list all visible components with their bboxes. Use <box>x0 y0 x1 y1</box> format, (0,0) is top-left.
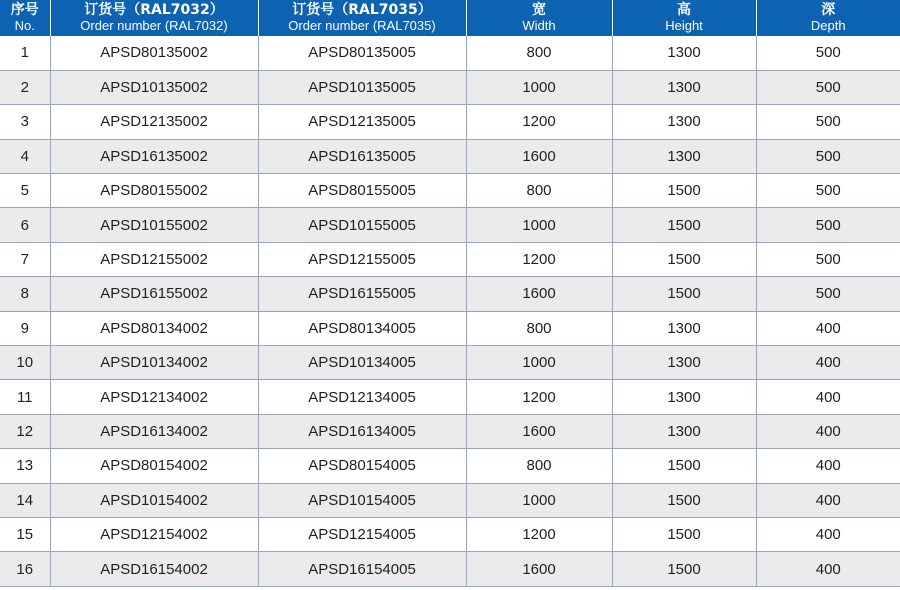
cell-height: 1300 <box>612 311 756 345</box>
header-no <box>0 0 50 36</box>
table-row <box>0 311 900 345</box>
table-row <box>0 105 900 139</box>
header-width-en: Width <box>522 18 556 33</box>
cell-height: 1500 <box>612 483 756 517</box>
cell-no: 11 <box>0 380 50 414</box>
cell-no: 5 <box>0 174 50 208</box>
cell-width: 800 <box>466 311 612 345</box>
cell-order-ral7035: APSD16134005 <box>258 414 466 448</box>
cell-no: 6 <box>0 208 50 242</box>
cell-order-ral7032: APSD10154002 <box>50 483 258 517</box>
table-row <box>0 36 900 70</box>
cell-width: 1000 <box>466 483 612 517</box>
cell-no: 16 <box>0 552 50 586</box>
cell-order-ral7032: APSD80155002 <box>50 174 258 208</box>
cell-order-ral7032: APSD16154002 <box>50 552 258 586</box>
cell-width: 1600 <box>466 277 612 311</box>
table-row <box>0 70 900 104</box>
table-header <box>0 0 900 36</box>
cell-depth: 500 <box>756 208 900 242</box>
cell-depth: 500 <box>756 277 900 311</box>
table-row <box>0 139 900 173</box>
header-height <box>612 0 756 36</box>
cell-no: 12 <box>0 414 50 448</box>
table-row <box>0 517 900 551</box>
cell-width: 1600 <box>466 552 612 586</box>
header-order-ral7035-en: Order number (RAL7035) <box>288 18 436 33</box>
cell-depth: 400 <box>756 552 900 586</box>
cell-order-ral7032: APSD12154002 <box>50 517 258 551</box>
cell-height: 1500 <box>612 208 756 242</box>
cell-no: 14 <box>0 483 50 517</box>
header-no-en: No. <box>14 18 35 33</box>
cell-order-ral7035: APSD10135005 <box>258 70 466 104</box>
cell-depth: 500 <box>756 242 900 276</box>
cell-height: 1500 <box>612 517 756 551</box>
cell-width: 800 <box>466 174 612 208</box>
cell-order-ral7035: APSD10154005 <box>258 483 466 517</box>
cell-order-ral7032: APSD16134002 <box>50 414 258 448</box>
table-row <box>0 552 900 586</box>
cell-order-ral7035: APSD16154005 <box>258 552 466 586</box>
cell-order-ral7032: APSD16155002 <box>50 277 258 311</box>
cell-depth: 400 <box>756 483 900 517</box>
cell-height: 1300 <box>612 139 756 173</box>
cell-no: 9 <box>0 311 50 345</box>
table-row <box>0 242 900 276</box>
cell-width: 1200 <box>466 242 612 276</box>
cell-depth: 500 <box>756 139 900 173</box>
cell-depth: 500 <box>756 70 900 104</box>
cell-order-ral7035: APSD10134005 <box>258 346 466 380</box>
cell-height: 1500 <box>612 277 756 311</box>
cell-width: 1000 <box>466 70 612 104</box>
cell-height: 1500 <box>612 174 756 208</box>
header-width <box>466 0 612 36</box>
table-row <box>0 174 900 208</box>
cell-depth: 500 <box>756 174 900 208</box>
cell-order-ral7035: APSD80135005 <box>258 36 466 70</box>
header-row <box>0 0 900 36</box>
cell-height: 1300 <box>612 380 756 414</box>
cell-depth: 400 <box>756 449 900 483</box>
cell-depth: 400 <box>756 346 900 380</box>
table-row <box>0 208 900 242</box>
cell-height: 1300 <box>612 414 756 448</box>
cell-depth: 500 <box>756 36 900 70</box>
cell-order-ral7035: APSD80134005 <box>258 311 466 345</box>
cell-width: 1000 <box>466 208 612 242</box>
cell-no: 13 <box>0 449 50 483</box>
cell-height: 1300 <box>612 70 756 104</box>
header-order-ral7035-zh: 订货号（RAL7035） <box>292 2 432 18</box>
cell-height: 1300 <box>612 36 756 70</box>
cell-width: 1600 <box>466 139 612 173</box>
cell-order-ral7035: APSD10155005 <box>258 208 466 242</box>
cell-order-ral7035: APSD16135005 <box>258 139 466 173</box>
cell-order-ral7032: APSD12134002 <box>50 380 258 414</box>
header-width-zh: 宽 <box>532 2 546 18</box>
cell-depth: 400 <box>756 414 900 448</box>
cell-no: 3 <box>0 105 50 139</box>
header-order-ral7032 <box>50 0 258 36</box>
header-order-ral7032-zh: 订货号（RAL7032） <box>84 2 224 18</box>
cell-width: 1600 <box>466 414 612 448</box>
cell-order-ral7035: APSD80155005 <box>258 174 466 208</box>
cell-order-ral7032: APSD12155002 <box>50 242 258 276</box>
cell-order-ral7032: APSD80134002 <box>50 311 258 345</box>
cell-width: 800 <box>466 36 612 70</box>
table-row <box>0 414 900 448</box>
header-order-ral7032-en: Order number (RAL7032) <box>80 18 228 33</box>
cell-depth: 500 <box>756 105 900 139</box>
header-height-zh: 高 <box>677 2 691 18</box>
cell-no: 10 <box>0 346 50 380</box>
cell-width: 1000 <box>466 346 612 380</box>
cell-height: 1500 <box>612 552 756 586</box>
cell-no: 1 <box>0 36 50 70</box>
header-height-en: Height <box>665 18 703 33</box>
header-no-zh: 序号 <box>10 2 39 18</box>
table-body <box>0 36 900 586</box>
table-row <box>0 483 900 517</box>
cell-order-ral7035: APSD16155005 <box>258 277 466 311</box>
cell-no: 2 <box>0 70 50 104</box>
cell-order-ral7035: APSD12134005 <box>258 380 466 414</box>
table-row <box>0 346 900 380</box>
cell-no: 15 <box>0 517 50 551</box>
cell-order-ral7035: APSD12155005 <box>258 242 466 276</box>
cell-width: 800 <box>466 449 612 483</box>
table-row <box>0 449 900 483</box>
cell-width: 1200 <box>466 105 612 139</box>
header-depth-zh: 深 <box>821 2 836 18</box>
cell-no: 8 <box>0 277 50 311</box>
cell-no: 4 <box>0 139 50 173</box>
cell-height: 1300 <box>612 346 756 380</box>
cell-order-ral7032: APSD12135002 <box>50 105 258 139</box>
table-row <box>0 277 900 311</box>
cell-order-ral7032: APSD10155002 <box>50 208 258 242</box>
cell-order-ral7032: APSD10135002 <box>50 70 258 104</box>
cell-order-ral7035: APSD80154005 <box>258 449 466 483</box>
cell-order-ral7032: APSD10134002 <box>50 346 258 380</box>
cell-height: 1300 <box>612 105 756 139</box>
cell-depth: 400 <box>756 517 900 551</box>
header-depth <box>756 0 900 36</box>
cell-depth: 400 <box>756 311 900 345</box>
cell-no: 7 <box>0 242 50 276</box>
cell-height: 1500 <box>612 449 756 483</box>
cell-order-ral7032: APSD16135002 <box>50 139 258 173</box>
cell-width: 1200 <box>466 380 612 414</box>
cell-order-ral7035: APSD12154005 <box>258 517 466 551</box>
cell-height: 1500 <box>612 242 756 276</box>
cell-order-ral7032: APSD80154002 <box>50 449 258 483</box>
cell-order-ral7035: APSD12135005 <box>258 105 466 139</box>
cell-width: 1200 <box>466 517 612 551</box>
cell-depth: 400 <box>756 380 900 414</box>
cell-order-ral7032: APSD80135002 <box>50 36 258 70</box>
header-order-ral7035 <box>258 0 466 36</box>
header-depth-en: Depth <box>810 18 846 33</box>
table-row <box>0 380 900 414</box>
